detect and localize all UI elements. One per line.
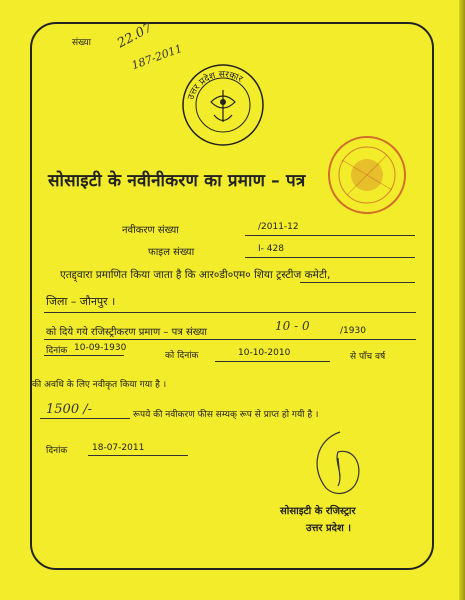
registrar-signature-icon bbox=[308, 428, 368, 500]
registration-date-label: दिनांक bbox=[46, 346, 68, 356]
issue-date-label: दिनांक bbox=[46, 446, 68, 456]
registrar-title: सोसाइटी के रजिस्ट्रार bbox=[280, 506, 356, 517]
fee-amount-handwritten: 1500 /- bbox=[46, 402, 92, 417]
fee-underline bbox=[40, 418, 130, 419]
district-text: जिला – जौनपुर । bbox=[46, 295, 116, 308]
page-edge-shadow bbox=[459, 0, 465, 600]
to-date-label: को दिनांक bbox=[165, 351, 199, 361]
handwritten-sub-number: 187-2011 bbox=[130, 41, 184, 73]
number-label: संख्या bbox=[72, 38, 91, 48]
five-years-text: से पाँच वर्ष bbox=[350, 352, 386, 362]
renewal-number-underline bbox=[245, 235, 415, 236]
registration-date-value: 10-09-1930 bbox=[74, 343, 127, 353]
renewal-number-value: /2011-12 bbox=[258, 222, 299, 232]
file-number-value: I- 428 bbox=[258, 244, 284, 254]
registration-date-underline bbox=[44, 355, 124, 356]
file-number-label: फाइल संख्या bbox=[148, 247, 195, 258]
to-date-underline bbox=[215, 361, 330, 362]
svg-text:उत्तर प्रदेश सरकार bbox=[186, 70, 244, 101]
fee-text: रूपये की नवीकरण फीस सम्यक् रूप से प्राप्त हो गयी है । bbox=[133, 410, 319, 420]
to-date-value: 10-10-2010 bbox=[238, 348, 291, 358]
certify-text: एतद्द्वारा प्रमाणित किया जाता है कि आर०डी०एम० शिया ट्रस्टीज कमेटी, bbox=[60, 269, 331, 281]
issue-date-value: 18-07-2011 bbox=[92, 443, 145, 453]
handwritten-number: 22.07 bbox=[115, 20, 155, 52]
emblem-text: उत्तर प्रदेश सरकार bbox=[186, 69, 245, 102]
district-underline bbox=[44, 312, 416, 313]
certificate-title: सोसाइटी के नवीनीकरण का प्रमाण – पत्र bbox=[48, 171, 306, 191]
registrar-state: उत्तर प्रदेश । bbox=[306, 523, 352, 534]
registration-number-handwritten: 10 - 0 bbox=[275, 319, 310, 333]
issue-date-underline bbox=[88, 455, 188, 456]
period-text: की अवधि के लिए नवीकृत किया गया है । bbox=[32, 380, 167, 390]
registrar-stamp-icon bbox=[322, 130, 412, 220]
registration-underline bbox=[44, 339, 416, 340]
up-government-emblem-icon bbox=[178, 60, 268, 150]
registration-year: /1930 bbox=[340, 326, 366, 336]
certify-underline bbox=[300, 282, 415, 283]
file-number-underline bbox=[245, 257, 415, 258]
registration-text: को दिये गये रजिस्ट्रीकरण प्रमाण – पत्र संख्या bbox=[46, 327, 207, 338]
renewal-number-label: नवीकरण संख्या bbox=[122, 225, 179, 236]
